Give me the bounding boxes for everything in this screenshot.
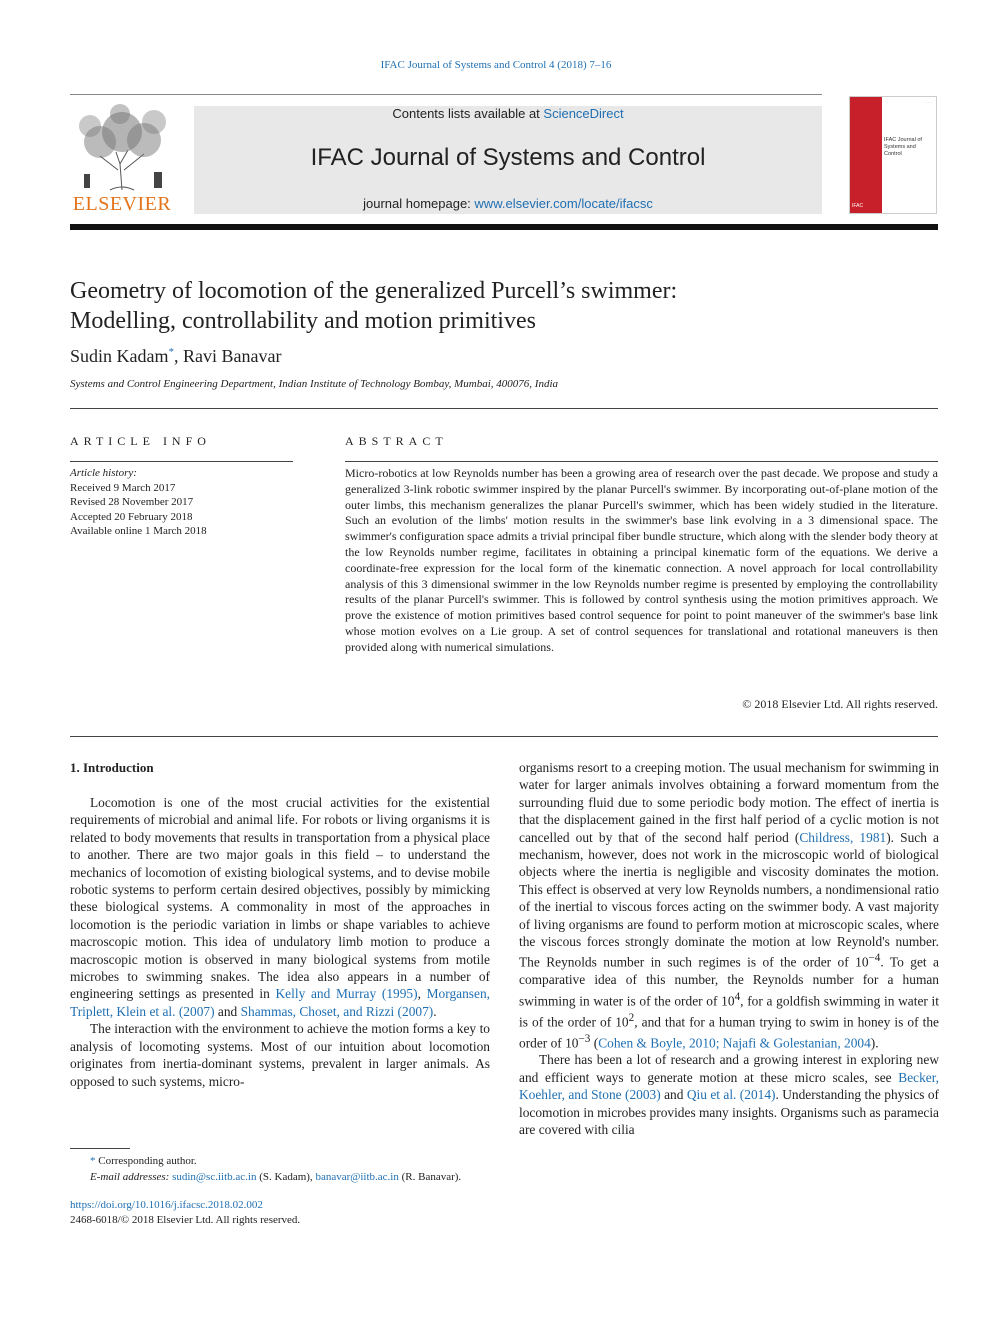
intro-paragraph-2: The interaction with the environment to achieve the motion forms a key to analysis of locomoting systems. Most of our intuition about locomotion originates from inertia-dominant systems, prevalent in larger animals. As opposed to such systems, micro- — [70, 1021, 490, 1089]
top-rule — [70, 94, 822, 95]
c2-p2-and: and — [660, 1087, 687, 1103]
body-column-left — [70, 794, 490, 1090]
c2-p2-text-a: There has been a lot of research and a growing interest in exploring new and efficient ways to generate motion at these micro scales, see — [519, 1052, 939, 1085]
c2-p2-text-c: . Understanding the physics of locomotion in microbes provides many insights. Organisms such as paramecia are covered with cilia — [519, 1087, 939, 1137]
abstract-heading: ABSTRACT — [345, 434, 448, 448]
section-rule — [70, 408, 938, 409]
exponent-2: 4 — [734, 990, 741, 1003]
abstract-copyright: © 2018 Elsevier Ltd. All rights reserved. — [742, 697, 938, 711]
history-label: Article history: — [70, 467, 137, 479]
corresponding-footnote — [70, 1153, 500, 1169]
article-info-heading: ARTICLE INFO — [70, 434, 211, 448]
p1-end: . — [433, 1003, 437, 1019]
footnote-rule — [70, 1148, 130, 1149]
title-line-1: Geometry of locomotion of the generalized Purcell’s swimmer: — [70, 278, 678, 304]
cover-title: IFAC Journal of Systems and Control — [884, 137, 922, 157]
p1-and: and — [214, 1003, 241, 1019]
issn-line: 2468-6018/© 2018 Elsevier Ltd. All rights reserved. — [70, 1214, 301, 1226]
contents-line — [194, 106, 822, 121]
elsevier-wordmark: ELSEVIER — [72, 193, 172, 215]
article-title — [70, 276, 930, 336]
revised-date: Revised 28 November 2017 — [70, 496, 194, 508]
corresponding-text: Corresponding author. — [95, 1155, 197, 1167]
exponent-1: −4 — [868, 952, 881, 965]
introduction-heading: 1. Introduction — [70, 760, 154, 775]
elsevier-tree-logo-icon[interactable] — [70, 104, 174, 216]
author-separator: , — [174, 346, 183, 366]
author-2[interactable]: Ravi Banavar — [183, 346, 282, 366]
homepage-link[interactable]: www.elsevier.com/locate/ifacsc — [474, 196, 653, 211]
intro-paragraph-1 — [70, 794, 490, 1020]
article-history — [70, 466, 300, 539]
exponent-3: 2 — [628, 1011, 635, 1024]
intro-paragraph-3 — [519, 759, 939, 1051]
journal-citation[interactable]: IFAC Journal of Systems and Control 4 (2018) 7–16 — [380, 59, 612, 71]
footnote-mark: * — [90, 1155, 96, 1167]
title-line-2: Modelling, controllability and motion primitives — [70, 308, 536, 334]
cover-small-text: · · · — [925, 100, 932, 105]
ref-becker[interactable]: Becker, Koehler, and Stone (2003) — [519, 1069, 939, 1103]
ref-childress[interactable]: Childress, 1981 — [799, 829, 887, 845]
received-date: Received 9 March 2017 — [70, 481, 176, 494]
journal-title: IFAC Journal of Systems and Control — [310, 144, 706, 171]
contents-prefix: Contents lists available at — [392, 106, 544, 121]
c2-text-f: ( — [590, 1034, 599, 1050]
intro-paragraph-4 — [519, 1051, 939, 1138]
tree-icon — [70, 104, 174, 192]
online-date: Available online 1 March 2018 — [70, 525, 207, 537]
author-1[interactable]: Sudin Kadam — [70, 346, 169, 366]
c2-text-a: organisms resort to a creeping motion. The usual mechanism for swimming in water for larger animals involves obtaining a forward momentum from the surrounding fluid due to some periodic body motion. The effect of inertia is that the displacement gained in the first half period of a cyclic motion is not cancelled out by that of the second half period ( — [519, 760, 939, 845]
cover-band — [850, 97, 882, 214]
p1-text: Locomotion is one of the most crucial activities for the existential requirements of microbial and animal life. For robots or living organisms it is related to body movements that results in transportation from a physical place to another. There are two major goals in this field – to understand the mechanics of locomotion of existing biological systems, and to devise mobile robotic systems to perform certain desired objectives, possibly by mimicking these biological systems. A commonality in most of the approaches in locomotion is the periodic variation in limbs or shape variables to achieve macroscopic motion. This idea of undulatory limb motion to produce a macroscopic motion is observed in many biological systems from motile microbes to swimming snakes. The idea also appears in a number of engineering settings as presented in — [70, 795, 490, 1002]
journal-banner — [194, 106, 822, 214]
ref-shammas[interactable]: Shammas, Choset, and Rizzi (2007) — [240, 1003, 434, 1019]
c2-text-e: , and that for a human trying to swim in honey is of the order of 10 — [519, 1014, 939, 1050]
email-label: E-mail addresses: — [90, 1171, 173, 1183]
homepage-line — [194, 196, 822, 211]
journal-cover-thumbnail-icon[interactable] — [849, 96, 937, 214]
c2-text-d: , for a goldfish swimming in water it is of the order of 10 — [519, 993, 939, 1030]
accepted-date: Accepted 20 February 2018 — [70, 510, 193, 523]
email-banavar-link[interactable]: banavar@iitb.ac.in — [315, 1171, 399, 1183]
email1-who: (S. Kadam), — [256, 1171, 316, 1183]
corresponding-author-mark[interactable]: * — [168, 346, 174, 358]
email-kadam-link[interactable]: sudin@sc.iitb.ac.in — [172, 1171, 257, 1183]
email2-who: (R. Banavar). — [398, 1171, 462, 1183]
abstract-text: Micro-robotics at low Reynolds number has been a growing area of research over the past decade. We propose and study a generalized 3-link robotic swimmer inspired by the planar Purcell's swimmer. By incorporating out-of-plane motion of the outer limbs, this mechanism generalizes the planar Purcell's swimmer, which has been widely studied in the literature. Such an evolution of the limbs' motion results in the swimmer's base link evolving in a 3 dimensional space. The swimmer's configuration space admits a trivial principal fiber bundle structure, which along with the slender body theory at the low Reynolds number regime, facilitates in obtaining a principal kinematic form of the equations. We derive a coordinate-free expression for the local form of the kinematic connection. A novel approach for local controllability analysis of this 3 dimensional swimmer in the low Reynolds number regime is presented by employing the controllability results of the planar Purcell's swimmer. This is followed by control synthesis using the motion primitives approach. We prove the existence of motion primitives based control sequence for point to point maneuver of the swimmer's base link whose motion evolves on a Lie group. A set of control sequences for translational and rotational maneuvers is then provided along with numerical simulations. — [345, 466, 938, 654]
exponent-4: −3 — [578, 1032, 591, 1045]
abstract-rule — [345, 461, 938, 462]
ref-kelly-murray[interactable]: Kelly and Murray (1995) — [275, 986, 418, 1002]
footnotes — [70, 1153, 500, 1185]
cover-ifac-label: IFAC — [852, 203, 864, 209]
c2-text-c: . To get a comparative idea of this number, the Reynolds number for a human swimming in water is of the order of 10 — [519, 954, 939, 1009]
doi-block — [70, 1198, 300, 1228]
ref-qiu[interactable]: Qiu et al. (2014) — [686, 1087, 776, 1103]
article-info-rule — [70, 461, 293, 462]
doi-link[interactable]: https://doi.org/10.1016/j.ifacsc.2018.02.002 — [70, 1199, 263, 1211]
ref-morgansen[interactable]: Morgansen, Triplett, Klein et al. (2007) — [70, 986, 490, 1019]
affiliation: Systems and Control Engineering Department, Indian Institute of Technology Bombay, Mumbai, 400076, India — [70, 378, 559, 390]
body-rule — [70, 736, 938, 737]
email-footnote — [70, 1169, 500, 1185]
homepage-prefix: journal homepage: — [363, 196, 475, 211]
c2-text-b: ). Such a mechanism, however, does not work in the microscopic world of biological objects where the inertia is negligible and viscosity dominates the motion. This effect is observed at very low Reynolds numbers, a nondimensional ratio of the inertial to viscous forces acting on the swimmer body. A vast majority of living organisms are found to perform motion at microscopic scales, where the viscous forces strongly dominate the motion at low Reynold's number. The Reynolds number in such regimes is of the order of 10 — [519, 829, 939, 970]
ref-cohen-najafi[interactable]: Cohen & Boyle, 2010; Najafi & Golestanian, 2004 — [598, 1034, 871, 1050]
header-thick-rule — [70, 224, 938, 230]
c2-text-g: ). — [870, 1034, 879, 1050]
sciencedirect-link[interactable]: ScienceDirect — [543, 106, 624, 121]
p1-sep: , — [417, 986, 427, 1002]
author-list — [70, 346, 281, 367]
body-column-right — [519, 759, 939, 1138]
